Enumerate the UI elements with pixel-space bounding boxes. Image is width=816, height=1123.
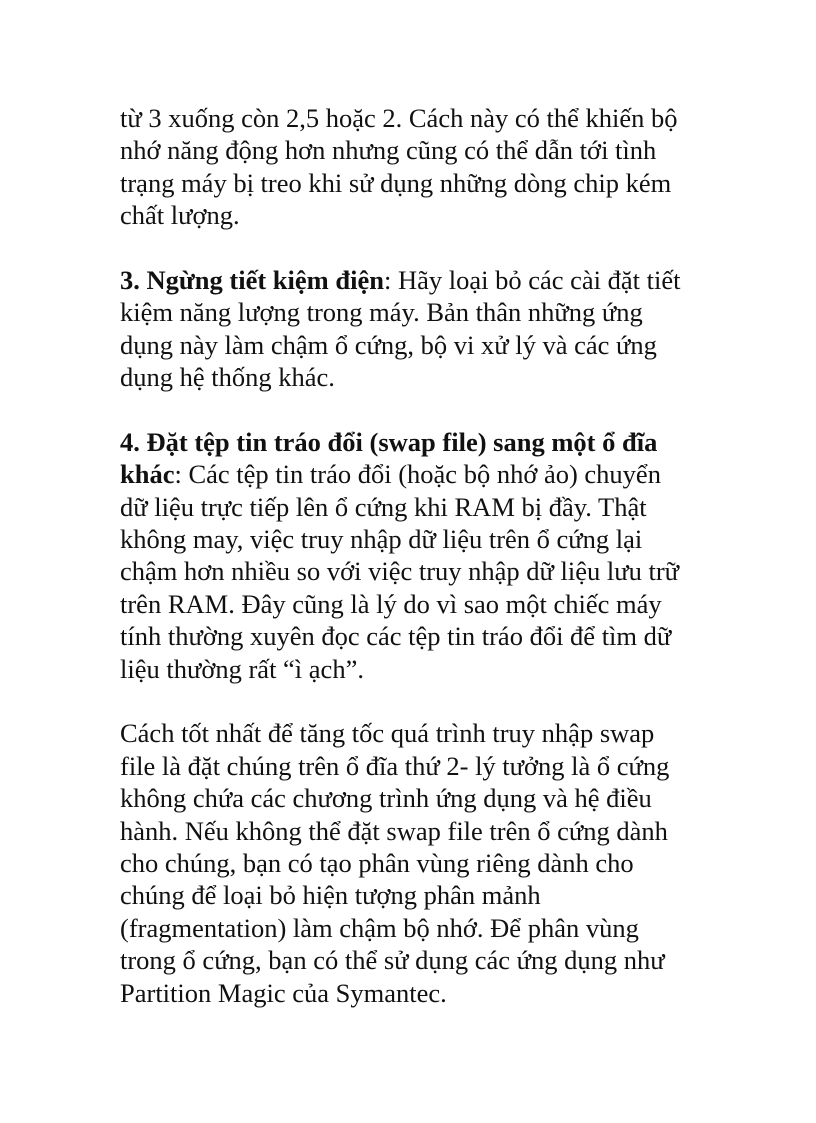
document-body	[120, 102, 700, 1009]
text-line: chậm hơn nhiều so với việc truy nhập dữ liệu lưu trữ	[120, 556, 680, 587]
text-line: file là đặt chúng trên ổ đĩa thứ 2- lý tưởng là ổ cứng	[120, 750, 670, 781]
text-line: chất lượng.	[120, 200, 240, 231]
paragraph-spacer	[120, 232, 700, 264]
text-line: kiệm năng lượng trong máy. Bản thân những ứng	[120, 297, 643, 328]
text-line	[120, 264, 700, 296]
paragraph-spacer	[120, 685, 700, 717]
text-line: cho chúng, bạn có tạo phân vùng riêng dành cho	[120, 847, 634, 878]
text-line: Partition Magic của Symantec.	[120, 977, 447, 1008]
text-line: trong ổ cứng, bạn có thể sử dụng các ứng dụng như	[120, 945, 665, 976]
text-line: liệu thường rất “ì ạch”.	[120, 653, 364, 684]
paragraph-continuation	[120, 102, 700, 232]
text-line	[120, 458, 700, 490]
section-heading-continued: khác	[120, 459, 175, 490]
text-line: tính thường xuyên đọc các tệp tin tráo đổi để tìm dữ	[120, 621, 672, 652]
text-run: : Hãy loại bỏ các cài đặt tiết	[383, 264, 681, 295]
text-line: hành. Nếu không thể đặt swap file trên ổ cứng dành	[120, 815, 668, 846]
paragraph-spacer	[120, 394, 700, 426]
text-line: dụng hệ thống khác.	[120, 362, 335, 393]
text-line: (fragmentation) làm chậm bộ nhớ. Để phân vùng	[120, 912, 639, 943]
paragraph-stop-power-saving	[120, 264, 700, 394]
paragraph-partition-advice	[120, 717, 700, 1009]
text-line: Cách tốt nhất để tăng tốc quá trình truy nhập swap	[120, 718, 655, 749]
text-line: từ 3 xuống còn 2,5 hoặc 2. Cách này có thể khiến bộ	[120, 103, 678, 133]
section-heading: 3. Ngừng tiết kiệm điện	[120, 264, 384, 295]
text-line: chúng để loại bỏ hiện tượng phân mảnh	[120, 880, 541, 911]
text-run: : Các tệp tin tráo đổi (hoặc bộ nhớ ảo) chuyển	[174, 459, 661, 490]
text-line: nhớ năng động hơn nhưng cũng có thể dẫn tới tình	[120, 135, 657, 166]
section-heading: 4. Đặt tệp tin tráo đổi (swap file) sang một ổ đĩa	[120, 426, 658, 457]
text-line: không may, việc truy nhập dữ liệu trên ổ cứng lại	[120, 524, 643, 555]
paragraph-swap-file	[120, 426, 700, 685]
text-line: trạng máy bị treo khi sử dụng những dòng chip kém	[120, 167, 672, 198]
text-line: không chứa các chương trình ứng dụng và hệ điều	[120, 783, 652, 814]
text-line: dụng này làm chậm ổ cứng, bộ vi xử lý và các ứng	[120, 329, 657, 360]
text-line: trên RAM. Đây cũng là lý do vì sao một chiếc máy	[120, 588, 662, 619]
text-line: dữ liệu trực tiếp lên ổ cứng khi RAM bị đầy. Thật	[120, 491, 647, 522]
